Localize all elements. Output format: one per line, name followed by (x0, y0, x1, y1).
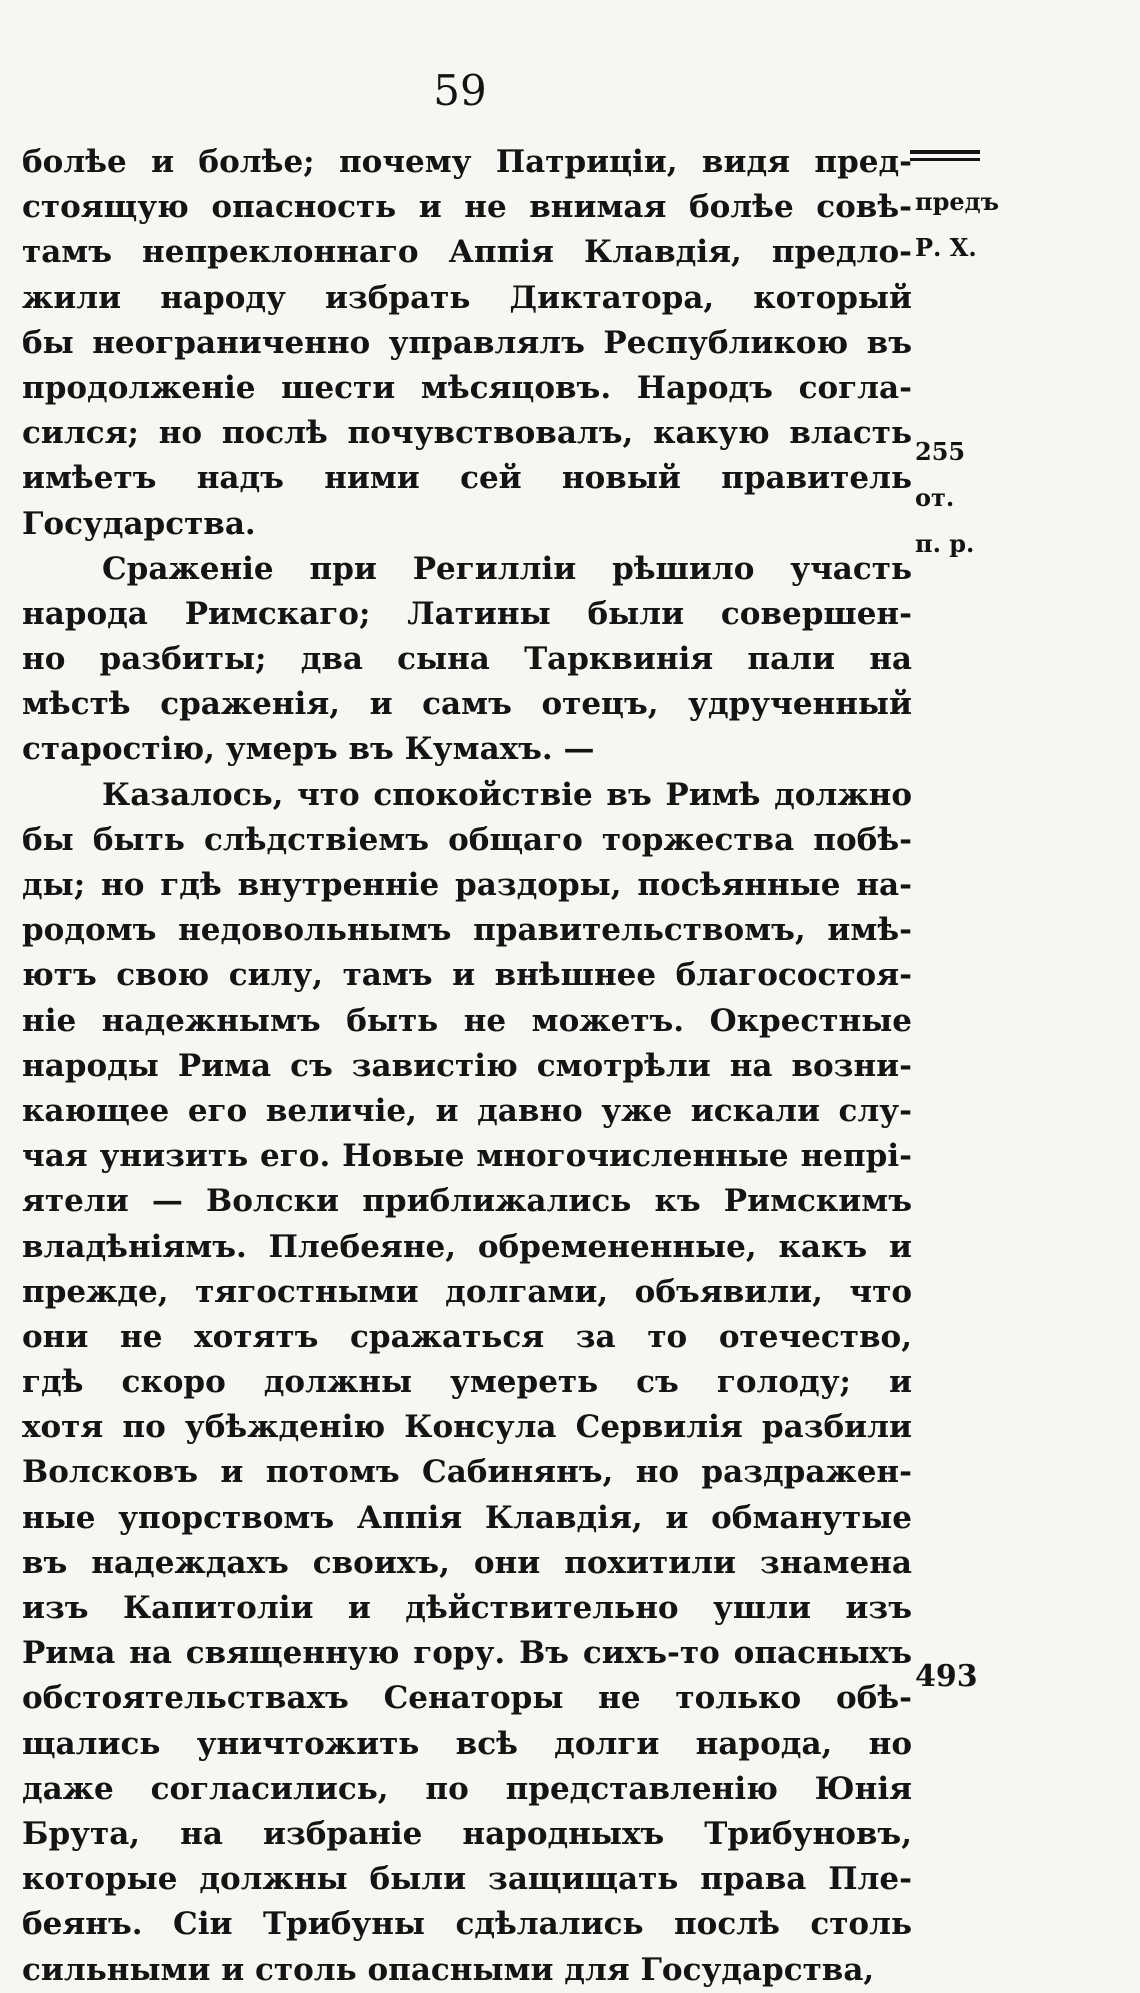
text-line: которые должны были защищать права Пле- (22, 1861, 912, 1898)
text-line: старостію, умеръ въ Кумахъ. — (22, 731, 595, 768)
text-line: хотя по убѣжденію Консула Сервилія разбили (22, 1409, 912, 1446)
text-line: Волсковъ и потомъ Сабинянъ, но раздражен- (22, 1454, 912, 1491)
text-line: обстоятельствахъ Сенаторы не только обѣ- (22, 1680, 912, 1717)
text-line: кающее его величіе, и давно уже искали слу- (22, 1092, 912, 1129)
main-text-block (22, 140, 912, 1993)
text-line: въ надеждахъ своихъ, они похитили знамена (22, 1544, 912, 1581)
text-line: Государства. (22, 505, 256, 542)
text-line: народа Римскаго; Латины были совершен- (22, 595, 912, 632)
text-line: даже согласились, по представленію Юнія (22, 1770, 912, 1807)
text-line: имѣетъ надъ ними сей новый правитель (22, 460, 912, 497)
text-line: стоящую опасность и не внимая болѣе совѣ- (22, 189, 912, 226)
text-line: сильными и столь опасными для Государства, (22, 1951, 875, 1988)
text-line: щались уничтожить всѣ долги народа, но (22, 1725, 912, 1762)
text-line: беянъ. Сіи Трибуны сдѣлались послѣ столь (22, 1906, 912, 1943)
text-line: ные упорствомъ Аппія Клавдія, и обманутые (22, 1499, 912, 1536)
text-line: но разбиты; два сына Тарквинія пали на (22, 641, 912, 678)
text-line: жили народу избрать Диктатора, который (22, 279, 912, 316)
margin-note: от. (915, 483, 955, 512)
text-line: ды; но гдѣ внутренніе раздоры, посѣянные на- (22, 867, 912, 903)
text-line: они не хотятъ сражаться за то отечество, (22, 1318, 912, 1355)
text-line: народы Рима съ завистію смотрѣли на возни- (22, 1047, 912, 1084)
margin-rule-secondary (910, 158, 980, 161)
text-line: гдѣ скоро должны умереть съ голоду; и (22, 1364, 912, 1401)
text-line: прежде, тягостными долгами, объявили, что (22, 1273, 912, 1310)
text-line: сился; но послѣ почувствовалъ, какую власть (22, 415, 912, 452)
text-line: Казалось, что спокойствіе въ Римѣ должно (102, 776, 912, 813)
text-line: изъ Капитоліи и дѣйствительно ушли изъ (22, 1590, 912, 1626)
margin-note: 493 (915, 1659, 978, 1694)
text-line: бы неограниченно управлялъ Республикою въ (22, 324, 912, 361)
text-line: продолженіе шести мѣсяцовъ. Народъ согла- (22, 369, 912, 406)
margin-note: 255 (915, 437, 966, 466)
text-line: Брута, на избраніе народныхъ Трибуновъ, (22, 1815, 912, 1852)
margin-note: Р. Х. (915, 233, 977, 262)
text-line: ютъ свою силу, тамъ и внѣшнее благосостоя- (22, 957, 912, 994)
margin-rule (910, 150, 980, 154)
text-line: ятели — Волски приближались къ Римскимъ (22, 1183, 912, 1220)
page-number: 59 (433, 66, 487, 115)
text-line: чая унизить его. Новые многочисленные непрі- (22, 1138, 912, 1175)
margin-note: п. р. (915, 529, 975, 558)
text-line: Сраженіе при Регилліи рѣшило участь (102, 550, 912, 587)
text-line: Рима на священную гору. Въ сихъ-то опасныхъ (22, 1635, 912, 1672)
text-line: болѣе и болѣе; почему Патриціи, видя пред- (22, 144, 912, 180)
margin-note: предъ (915, 187, 1000, 216)
text-line: родомъ недовольнымъ правительствомъ, имѣ- (22, 912, 912, 949)
text-line: мѣстѣ сраженія, и самъ отецъ, удрученный (22, 686, 912, 723)
text-line: тамъ непреклоннаго Аппія Клавдія, предло- (22, 234, 912, 271)
text-line: ніе надежнымъ быть не можетъ. Окрестные (22, 1002, 912, 1039)
text-line: владѣніямъ. Плебеяне, обремененные, какъ и (22, 1228, 912, 1265)
text-line: бы быть слѣдствіемъ общаго торжества побѣ- (22, 821, 912, 858)
